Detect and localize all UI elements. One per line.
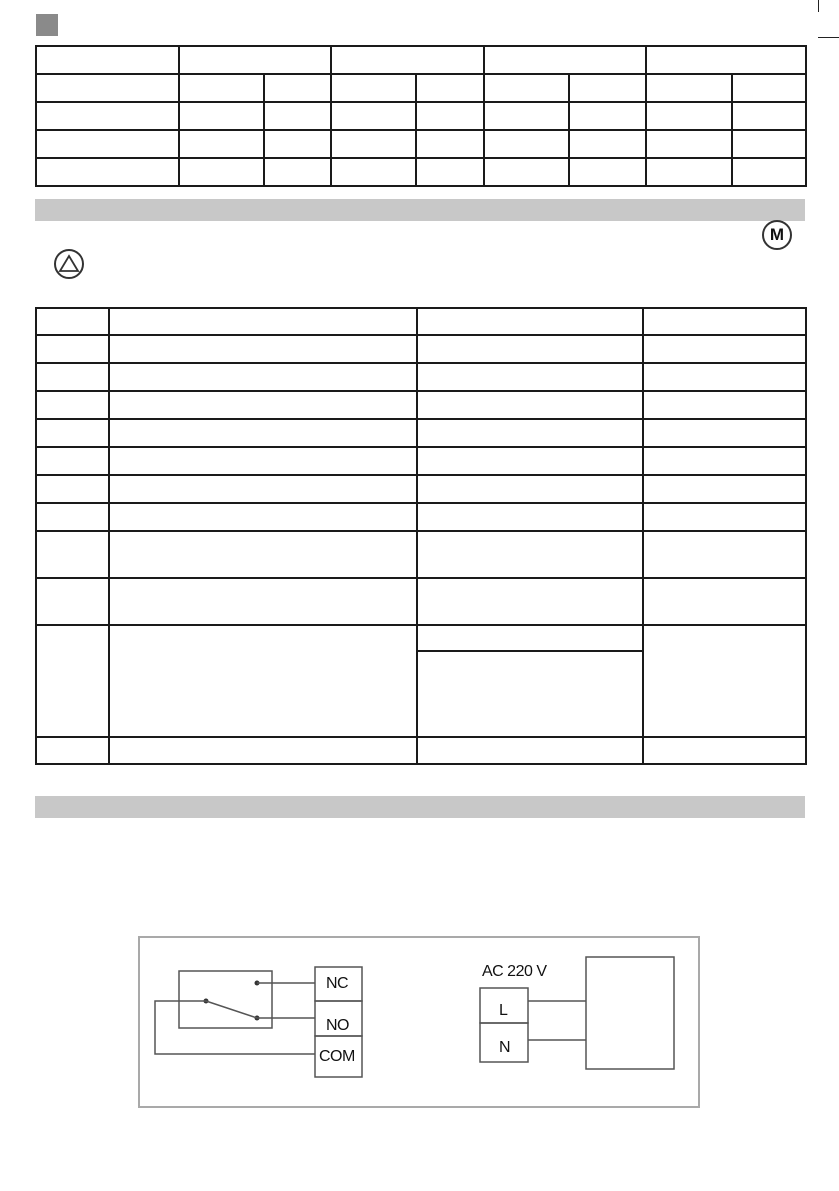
table-cell	[417, 391, 643, 419]
table-cell	[36, 74, 179, 102]
table-cell	[331, 158, 416, 186]
table-cell	[179, 158, 264, 186]
table-cell	[179, 74, 264, 102]
table-row	[36, 578, 806, 625]
table-cell	[569, 158, 646, 186]
table-cell	[484, 46, 646, 74]
table-cell	[643, 737, 806, 764]
table-cell	[416, 130, 484, 158]
supply-voltage-label: AC 220 V	[482, 963, 547, 980]
table-cell	[417, 651, 643, 737]
table-cell	[36, 46, 179, 74]
table-cell	[36, 737, 109, 764]
table-cell	[646, 158, 732, 186]
table-cell	[732, 74, 806, 102]
table-cell	[331, 102, 416, 130]
table-cell	[109, 363, 417, 391]
table-cell	[36, 335, 109, 363]
table-row	[36, 737, 806, 764]
spec-table	[35, 45, 807, 187]
table-cell	[36, 625, 109, 737]
table-row	[36, 503, 806, 531]
table-cell	[36, 503, 109, 531]
table-cell	[36, 447, 109, 475]
table-cell	[569, 74, 646, 102]
table-cell	[417, 503, 643, 531]
table-cell	[484, 130, 569, 158]
table-cell	[643, 419, 806, 447]
table-cell	[36, 158, 179, 186]
table-cell	[416, 74, 484, 102]
table-cell	[484, 158, 569, 186]
table-cell	[109, 308, 417, 335]
table-cell	[643, 447, 806, 475]
table-cell	[179, 102, 264, 130]
table-cell	[732, 130, 806, 158]
crop-mark-vertical	[818, 0, 819, 12]
table-row	[36, 419, 806, 447]
table-cell	[643, 531, 806, 578]
table-cell	[264, 74, 331, 102]
terminal-label-no: NO	[326, 1017, 349, 1034]
table-cell	[643, 475, 806, 503]
table-cell	[646, 74, 732, 102]
table-cell	[417, 737, 643, 764]
terminal-label-n: N	[499, 1039, 511, 1056]
switch-arm	[206, 1001, 257, 1018]
table-cell	[484, 102, 569, 130]
table-cell	[36, 475, 109, 503]
table-row	[36, 531, 806, 578]
parameter-table	[35, 307, 807, 765]
table-cell	[331, 74, 416, 102]
table-cell	[732, 102, 806, 130]
table-cell	[36, 308, 109, 335]
table-row	[36, 46, 806, 74]
table-row	[36, 363, 806, 391]
table-cell	[484, 74, 569, 102]
table-cell	[331, 46, 484, 74]
table-row	[36, 475, 806, 503]
table-cell	[36, 363, 109, 391]
table-cell	[417, 578, 643, 625]
table-cell	[36, 102, 179, 130]
wiring-lines	[140, 938, 698, 1106]
table-cell	[646, 130, 732, 158]
m-icon-letter: M	[769, 225, 785, 244]
table-cell	[416, 158, 484, 186]
m-icon	[762, 220, 792, 250]
table-row	[36, 130, 806, 158]
table-cell	[109, 391, 417, 419]
table-row	[36, 625, 806, 651]
table-cell	[109, 475, 417, 503]
table-cell	[643, 391, 806, 419]
table-cell	[417, 335, 643, 363]
table-cell	[643, 578, 806, 625]
table-cell	[643, 335, 806, 363]
table-cell	[646, 102, 732, 130]
triangle-warning-icon	[54, 249, 84, 279]
table-cell	[109, 447, 417, 475]
section-header-bar	[35, 796, 805, 818]
table-cell	[569, 130, 646, 158]
table-cell	[264, 102, 331, 130]
section-header-bar	[35, 199, 805, 221]
table-cell	[417, 531, 643, 578]
table-cell	[417, 419, 643, 447]
table-cell	[643, 503, 806, 531]
table-row	[36, 308, 806, 335]
table-cell	[416, 102, 484, 130]
table-cell	[643, 308, 806, 335]
table-cell	[417, 308, 643, 335]
table-cell	[179, 130, 264, 158]
table-cell	[36, 578, 109, 625]
table-cell	[643, 625, 806, 737]
table-cell	[109, 335, 417, 363]
table-cell	[36, 531, 109, 578]
table-cell	[643, 363, 806, 391]
table-cell	[109, 578, 417, 625]
table-row	[36, 158, 806, 186]
table-cell	[109, 503, 417, 531]
table-cell	[417, 625, 643, 651]
table-cell	[417, 475, 643, 503]
table-cell	[109, 531, 417, 578]
table-cell	[264, 130, 331, 158]
load-box	[586, 957, 674, 1069]
wiring-diagram	[138, 936, 700, 1108]
table-cell	[417, 447, 643, 475]
table-row	[36, 335, 806, 363]
table-cell	[417, 363, 643, 391]
terminal-label-l: L	[499, 1002, 508, 1019]
table-row	[36, 74, 806, 102]
table-cell	[109, 625, 417, 737]
table-cell	[732, 158, 806, 186]
table-cell	[569, 102, 646, 130]
table-cell	[36, 130, 179, 158]
table-row	[36, 102, 806, 130]
terminal-label-nc: NC	[326, 975, 349, 992]
table-cell	[264, 158, 331, 186]
table-row	[36, 391, 806, 419]
table-cell	[109, 737, 417, 764]
table-row	[36, 447, 806, 475]
table-cell	[36, 391, 109, 419]
table-cell	[36, 419, 109, 447]
table-cell	[331, 130, 416, 158]
table-cell	[179, 46, 331, 74]
table-cell	[109, 419, 417, 447]
terminal-label-com: COM	[319, 1048, 355, 1065]
section-marker	[36, 14, 58, 36]
crop-mark-horizontal	[818, 37, 839, 38]
table-cell	[646, 46, 806, 74]
